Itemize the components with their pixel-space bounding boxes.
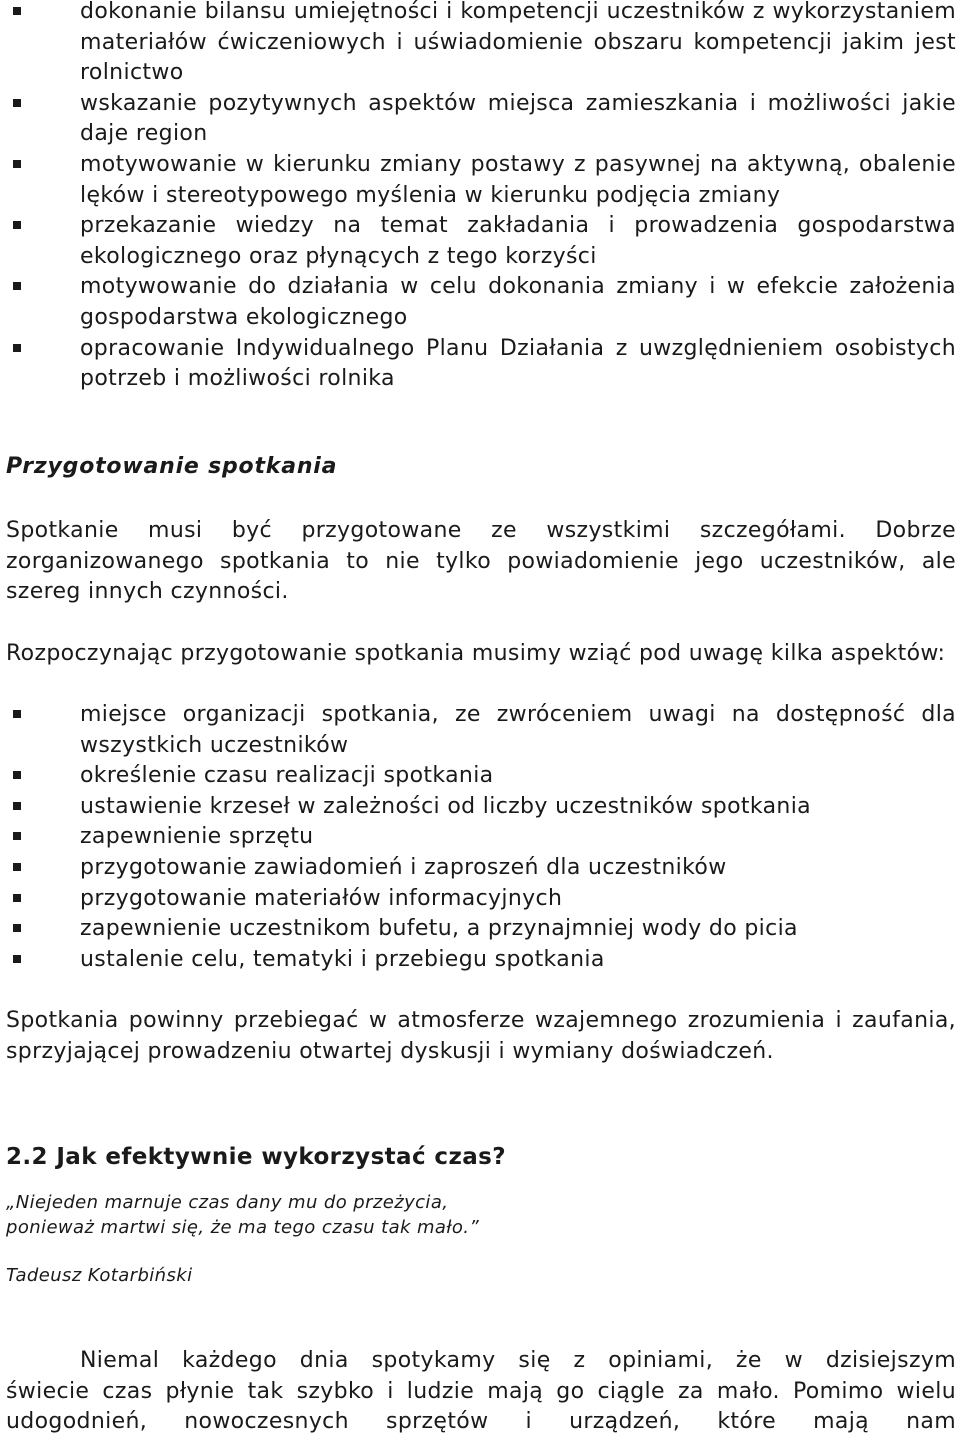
square-bullet-icon bbox=[13, 924, 21, 932]
square-bullet-icon bbox=[13, 955, 21, 963]
aspects-list bbox=[6, 700, 956, 975]
square-bullet-icon bbox=[13, 832, 21, 840]
paragraph-first-line: Niemal każdego dnia spotykamy się z opiniami, że w dzisiejszym bbox=[80, 1348, 956, 1373]
square-bullet-icon bbox=[13, 221, 21, 229]
list-item: opracowanie Indywidualnego Planu Działania z uwzględnieniem osobistych potrzeb i możliwości rolnika bbox=[6, 334, 956, 395]
paragraph: Spotkanie musi być przygotowane ze wszystkimi szczegółami. Dobrze zorganizowanego spotkania to nie tylko powiadomienie jego uczestników, ale szereg innych czynności. bbox=[6, 518, 956, 605]
square-bullet-icon bbox=[13, 282, 21, 290]
square-bullet-icon bbox=[13, 802, 21, 810]
quote-line: ponieważ martwi się, że ma tego czasu tak mało.” bbox=[6, 1217, 480, 1238]
square-bullet-icon bbox=[13, 710, 21, 718]
square-bullet-icon bbox=[13, 863, 21, 871]
list-item: zapewnienie sprzętu bbox=[6, 822, 956, 853]
objectives-list bbox=[6, 0, 956, 395]
list-item: przekazanie wiedzy na temat zakładania i prowadzenia gospodarstwa ekologicznego oraz płynących z tego korzyści bbox=[6, 211, 956, 272]
quote-line: „Niejeden marnuje czas dany mu do przeżycia, bbox=[6, 1192, 449, 1213]
list-item: przygotowanie materiałów informacyjnych bbox=[6, 884, 956, 915]
square-bullet-icon bbox=[13, 344, 21, 352]
paragraph-body: świecie czas płynie tak szybko i ludzie mają go ciągle za mało. Pomimo wielu udogodnień, nowoczesnych sprzętów i urządzeń, które mają nam bbox=[6, 1378, 956, 1435]
paragraph: Rozpoczynając przygotowanie spotkania musimy wziąć pod uwagę kilka aspektów: bbox=[6, 641, 946, 666]
paragraph: Spotkania powinny przebiegać w atmosferze wzajemnego zrozumienia i zaufania, sprzyjającej prowadzeniu otwartej dyskusji i wymiany doświadczeń. bbox=[6, 1008, 956, 1064]
list-item: motywowanie w kierunku zmiany postawy z pasywnej na aktywną, obalenie lęków i stereotypowego myślenia w kierunku podjęcia zmiany bbox=[6, 150, 956, 211]
square-bullet-icon bbox=[13, 99, 21, 107]
list-item: ustalenie celu, tematyki i przebiegu spotkania bbox=[6, 945, 956, 976]
list-item: dokonanie bilansu umiejętności i kompetencji uczestników z wykorzystaniem materiałów ćwiczeniowych i uświadomienie obszaru kompetencji jakim jest rolnictwo bbox=[6, 0, 956, 89]
list-item: ustawienie krzeseł w zależności od liczby uczestników spotkania bbox=[6, 792, 956, 823]
quote-author: Tadeusz Kotarbiński bbox=[6, 1265, 193, 1286]
section-heading: Przygotowanie spotkania bbox=[6, 454, 338, 479]
list-item: miejsce organizacji spotkania, ze zwróceniem uwagi na dostępność dla wszystkich uczestników bbox=[6, 700, 956, 761]
list-item: motywowanie do działania w celu dokonania zmiany i w efekcie założenia gospodarstwa ekologicznego bbox=[6, 272, 956, 333]
chapter-heading: 2.2 Jak efektywnie wykorzystać czas? bbox=[6, 1144, 506, 1170]
square-bullet-icon bbox=[13, 160, 21, 168]
epigraph-quote bbox=[6, 1190, 479, 1240]
paragraph bbox=[6, 1346, 956, 1438]
square-bullet-icon bbox=[13, 7, 21, 15]
list-item: określenie czasu realizacji spotkania bbox=[6, 761, 956, 792]
list-item: przygotowanie zawiadomień i zaproszeń dla uczestników bbox=[6, 853, 956, 884]
list-item: wskazanie pozytywnych aspektów miejsca zamieszkania i możliwości jakie daje region bbox=[6, 89, 956, 150]
square-bullet-icon bbox=[13, 771, 21, 779]
square-bullet-icon bbox=[13, 894, 21, 902]
list-item: zapewnienie uczestnikom bufetu, a przynajmniej wody do picia bbox=[6, 914, 956, 945]
